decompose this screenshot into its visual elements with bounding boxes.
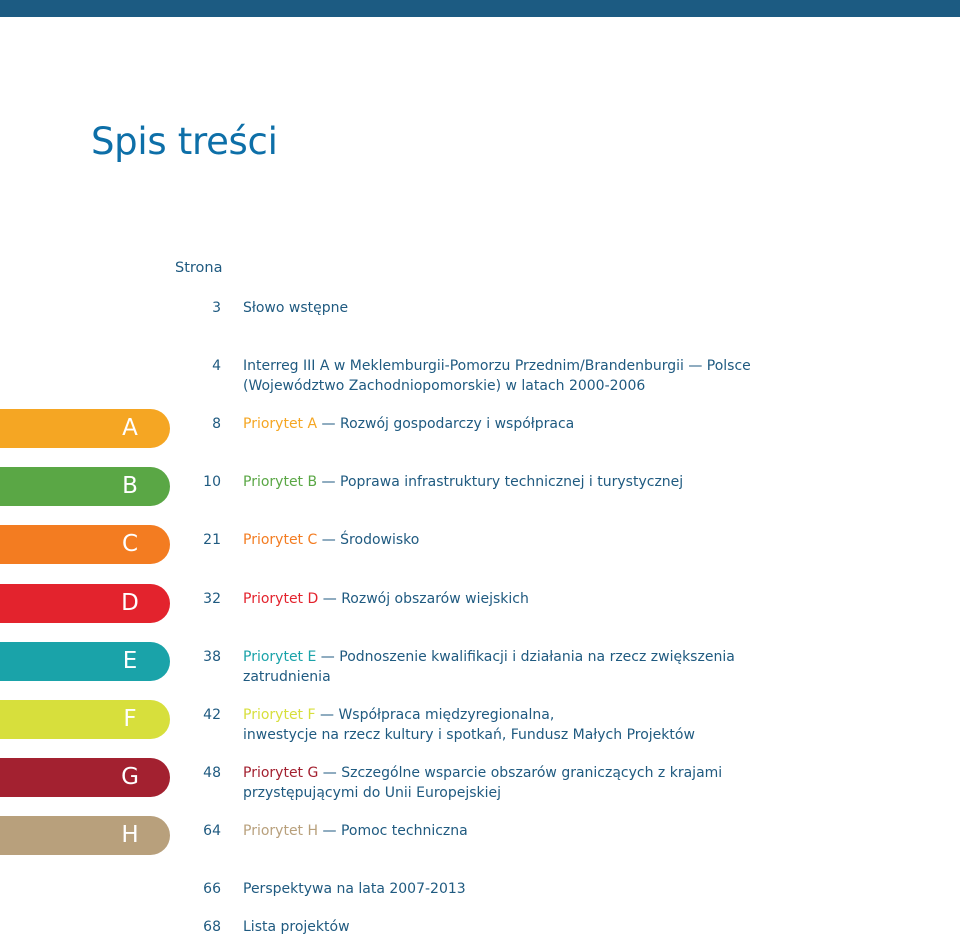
toc-page-number: 38: [203, 649, 221, 665]
priority-tab-h: [0, 816, 170, 855]
priority-label: Priorytet B: [243, 474, 318, 490]
toc-page-number: 4: [212, 358, 221, 374]
toc-entry-title: Priorytet A — Rozwój gospodarczy i współpraca: [243, 416, 575, 432]
toc-entry-title: Priorytet E — Podnoszenie kwalifikacji i działania na rzecz zwiększenia zatrudnienia: [243, 649, 735, 685]
toc-page-number: 66: [203, 881, 221, 897]
toc-entry-line: Szczególne wsparcie obszarów graniczących z krajami: [341, 765, 723, 781]
toc-page-number: 21: [203, 532, 221, 548]
priority-tab-letter: H: [121, 822, 139, 848]
toc-entry-title: Priorytet F — Współpraca międzyregionalna, inwestycje na rzecz kultury i spotkań, Fundusz Małych Projektów: [243, 707, 695, 743]
priority-label: Priorytet E: [243, 649, 317, 665]
toc-entry-line: Poprawa infrastruktury technicznej i turystycznej: [340, 474, 684, 490]
toc-page-number: 42: [203, 707, 221, 723]
priority-label: Priorytet H: [243, 823, 319, 839]
toc-entry-line: Podnoszenie kwalifikacji i działania na rzecz zwiększenia: [339, 649, 735, 665]
toc-entry-line: Środowisko: [340, 532, 420, 548]
toc-entry-line: inwestycje na rzecz kultury i spotkań, Fundusz Małych Projektów: [243, 727, 695, 743]
priority-tab-e: [0, 642, 170, 681]
toc-page-number: 32: [203, 591, 221, 607]
priority-tab-a: [0, 409, 170, 448]
toc-entry-line: Rozwój gospodarczy i współpraca: [339, 416, 575, 432]
toc-page-number: 8: [212, 416, 221, 432]
page-title: Spis treści: [91, 120, 278, 163]
toc-entry-line: Współpraca międzyregionalna,: [338, 707, 555, 723]
priority-tab-letter: G: [121, 764, 139, 790]
priority-tab-c: [0, 525, 170, 564]
toc-entry-title: Słowo wstępne: [243, 300, 349, 316]
priority-tab-d: [0, 584, 170, 623]
toc-entry-title: Priorytet C — Środowisko: [243, 532, 420, 548]
toc-page-number: 64: [203, 823, 221, 839]
toc-entry-title: Priorytet B — Poprawa infrastruktury technicznej i turystycznej: [243, 474, 684, 490]
priority-label: Priorytet C: [243, 532, 318, 548]
toc-entry-title: Perspektywa na lata 2007-2013: [243, 881, 466, 897]
toc-page-number: 68: [203, 919, 221, 935]
toc-page-number: 48: [203, 765, 221, 781]
priority-tab-letter: C: [121, 531, 139, 557]
priority-label: Priorytet D: [243, 591, 319, 607]
priority-tab-g: [0, 758, 170, 797]
priority-tab-letter: B: [122, 473, 138, 499]
priority-tab-letter: F: [123, 706, 137, 732]
toc-entry-line: Rozwój obszarów wiejskich: [341, 591, 529, 607]
toc-entry-title: [243, 356, 943, 396]
priority-tab-letter: A: [122, 415, 138, 441]
priority-tab-letter: D: [121, 590, 139, 616]
toc-entry-line: Interreg III A w Meklemburgii-Pomorzu Przednim/Brandenburgii — Polsce: [243, 358, 751, 374]
toc-page-number: 10: [203, 474, 221, 490]
toc-entry-title: Priorytet H — Pomoc techniczna: [243, 823, 468, 839]
priority-tab-letter: E: [122, 648, 138, 674]
priority-label: Priorytet G: [243, 765, 319, 781]
toc-entry-line: (Województwo Zachodniopomorskie) w latach 2000-2006: [243, 378, 646, 394]
toc-page-number: 3: [212, 300, 221, 316]
priority-tab-f: [0, 700, 170, 739]
priority-label: Priorytet F: [243, 707, 316, 723]
priority-tab-b: [0, 467, 170, 506]
toc-entry-line: przystępującymi do Unii Europejskiej: [243, 785, 502, 801]
toc-entry-line: Pomoc techniczna: [340, 823, 468, 839]
toc-entry-title: Lista projektów: [243, 919, 350, 935]
priority-label: Priorytet A: [243, 416, 318, 432]
top-bar: [0, 0, 960, 17]
toc-entry-title: Priorytet G — Szczególne wsparcie obszarów graniczących z krajami przystępującymi do Unii Europejskiej: [243, 765, 723, 801]
page-column-label: Strona: [175, 260, 223, 276]
toc-entry-line: zatrudnienia: [243, 669, 331, 685]
toc-entry-title: Priorytet D — Rozwój obszarów wiejskich: [243, 591, 529, 607]
